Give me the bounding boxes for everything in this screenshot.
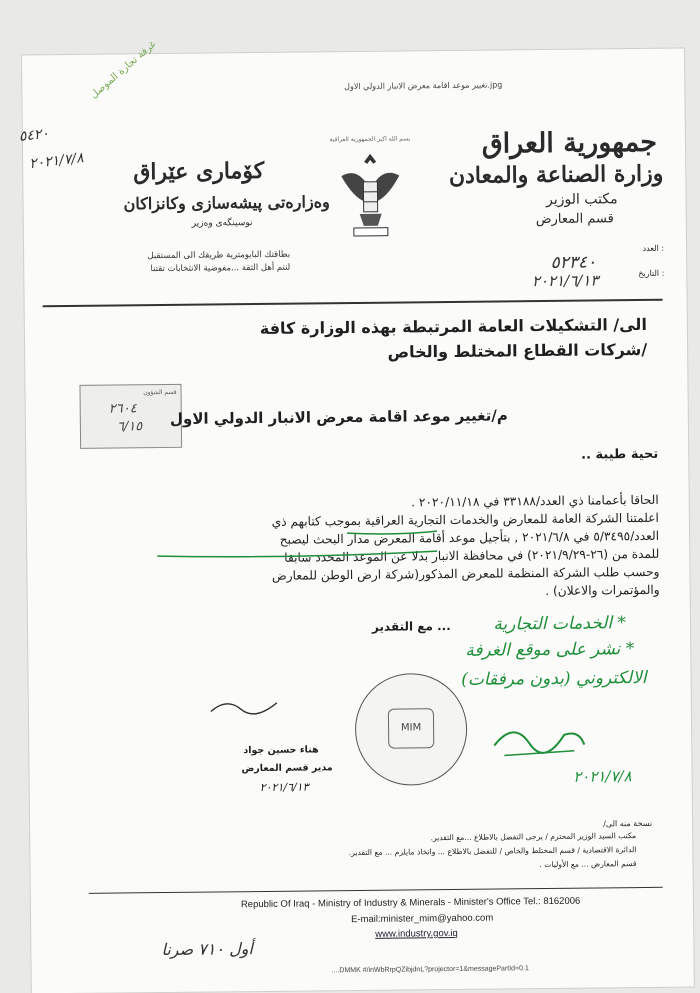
round-stamp-text: MIM <box>388 708 434 748</box>
header-kurdish-office: نوسینگەی وەزیر <box>192 218 253 229</box>
header-ministry: وزارة الصناعة والمعادن <box>449 161 664 189</box>
signer-title: مدير قسم المعارض <box>241 762 332 774</box>
closing-text: ... مع التقدير <box>372 619 451 634</box>
greeting: تحية طيبة .. <box>581 447 658 463</box>
received-stamp-number: ٢٦٠٤ <box>109 401 137 416</box>
emblem-caption: بسم الله اكبر الجمهورية العراقية <box>325 135 415 143</box>
bottom-handwriting: أول ٧١٠ صرنا <box>161 939 253 959</box>
body-line: وحسب طلب الشركة المنظمة للمعرض المذكور(شركة ارض الوطن للمعارض <box>99 563 659 587</box>
date-label: التاريخ : <box>638 269 664 278</box>
slogan-line-1: بطاقتك البايومترية طريقك الى المستقبل <box>50 250 290 263</box>
header-kurdish-ministry: وەزارەتی پیشەسازی وکانزاکان <box>123 192 329 213</box>
received-stamp-date: ٦/١٥ <box>117 419 142 434</box>
addressee-line-2: /شركات القطاع المختلط والخاص <box>387 340 647 362</box>
green-note-line-3: الالكتروني (بدون مرفقات) <box>461 668 647 690</box>
green-signature <box>484 715 595 766</box>
signer-signature <box>207 693 287 724</box>
corner-stamp: غرفة تجارة الموصل <box>89 39 159 101</box>
body-line: اعلمتنا الشركة العامة للمعارض والخدمات التجارية العراقية بموجب كتابهم ذي <box>99 509 659 533</box>
header-country: جمهورية العراق <box>482 127 658 160</box>
date-value: ٢٠٢١/٦/١٣ <box>532 271 599 290</box>
body-line: والمؤتمرات والاعلان) . <box>100 581 660 605</box>
signer-name: هناء حسين جواد <box>243 744 319 756</box>
slogan-line-2: لنتم أهل الثقة ...مفوضية الانتخابات تقتنا <box>50 263 290 276</box>
green-note-line-1: * الخدمات التجارية <box>493 613 626 634</box>
received-stamp-label: قسم الشؤون <box>143 389 176 396</box>
header-divider <box>43 299 663 307</box>
copy-to-item: الدائرة الاقتصادية / قسم المختلط والخاص / للتفضل بالاطلاع ... واتخاذ مايلزم ... مع التقدير. <box>36 845 636 860</box>
bottom-url: ....DMMK #/inWbRrpQZibjdnL?projector=1&messagePartId=0.1 <box>332 965 529 974</box>
signer-date: ٢٠٢١/٦/١٣ <box>260 781 309 795</box>
header-office: مكتب الوزير <box>546 191 618 208</box>
header-department: قسم المعارض <box>536 211 614 227</box>
iraq-eagle-emblem-icon <box>335 141 406 252</box>
number-value: ٥٢٣٤٠ <box>550 252 596 272</box>
copy-to-item: قسم المعارض ... مع الأوليات . <box>36 859 636 874</box>
subject-line: م/تغيير موعد اقامة معرض الانبار الدولي الاول <box>170 406 508 428</box>
footer-website-link[interactable]: www.industry.gov.iq <box>375 928 458 940</box>
corner-handwritten-number: ٥٤٢٠ <box>18 126 50 145</box>
copy-to-item: مكتب السيد الوزير المحترم / يرجى التفضل بالاطلاع ...مع التقدير. <box>36 831 636 846</box>
letter-page <box>22 49 694 993</box>
addressee-line-1: الى/ التشكيلات العامة المرتبطة بهذه الوزارة كافة <box>260 315 647 338</box>
footer-address: Republic Of Iraq - Ministry of Industry & Minerals - Minister's Office Tel.: 8162006 <box>241 896 580 911</box>
footer-email: E-mail:minister_mim@yahoo.com <box>351 913 493 925</box>
received-stamp <box>79 384 182 449</box>
number-label: العدد : <box>642 244 664 253</box>
body-line: العدد/٥/٣٤٩٥ في ٢٠٢١/٦/٨ , بتأجيل موعد أقامة المعرض مدار البحث ليصبح <box>99 527 659 551</box>
corner-handwritten-date: ٢٠٢١/٧/٨ <box>28 150 84 172</box>
green-underline <box>147 527 447 570</box>
body-line: الحاقا بأعمامنا ذي العدد/٣٣١٨٨ في ٢٠٢٠/١١/١٨ . <box>99 491 659 515</box>
green-note-date: ٢٠٢١/٧/٨ <box>573 767 632 786</box>
footer-divider <box>89 887 663 894</box>
file-name: jpg.تغيير موعد اقامة معرض الانبار الدولي الاول <box>102 80 502 93</box>
body-line: للمدة من (٢٦-٢٠٢١/٩/٢٩) في محافظة الانبار بدلا عن الموعد المحدد سابقا <box>99 545 659 569</box>
header-kurdish-country: كۆماری عێراق <box>133 158 264 185</box>
copy-to-heading: نسخة منه الى/ <box>603 819 652 829</box>
green-note-line-2: * نشر على موقع الغرفة <box>465 639 634 661</box>
ministry-round-stamp <box>355 673 468 786</box>
